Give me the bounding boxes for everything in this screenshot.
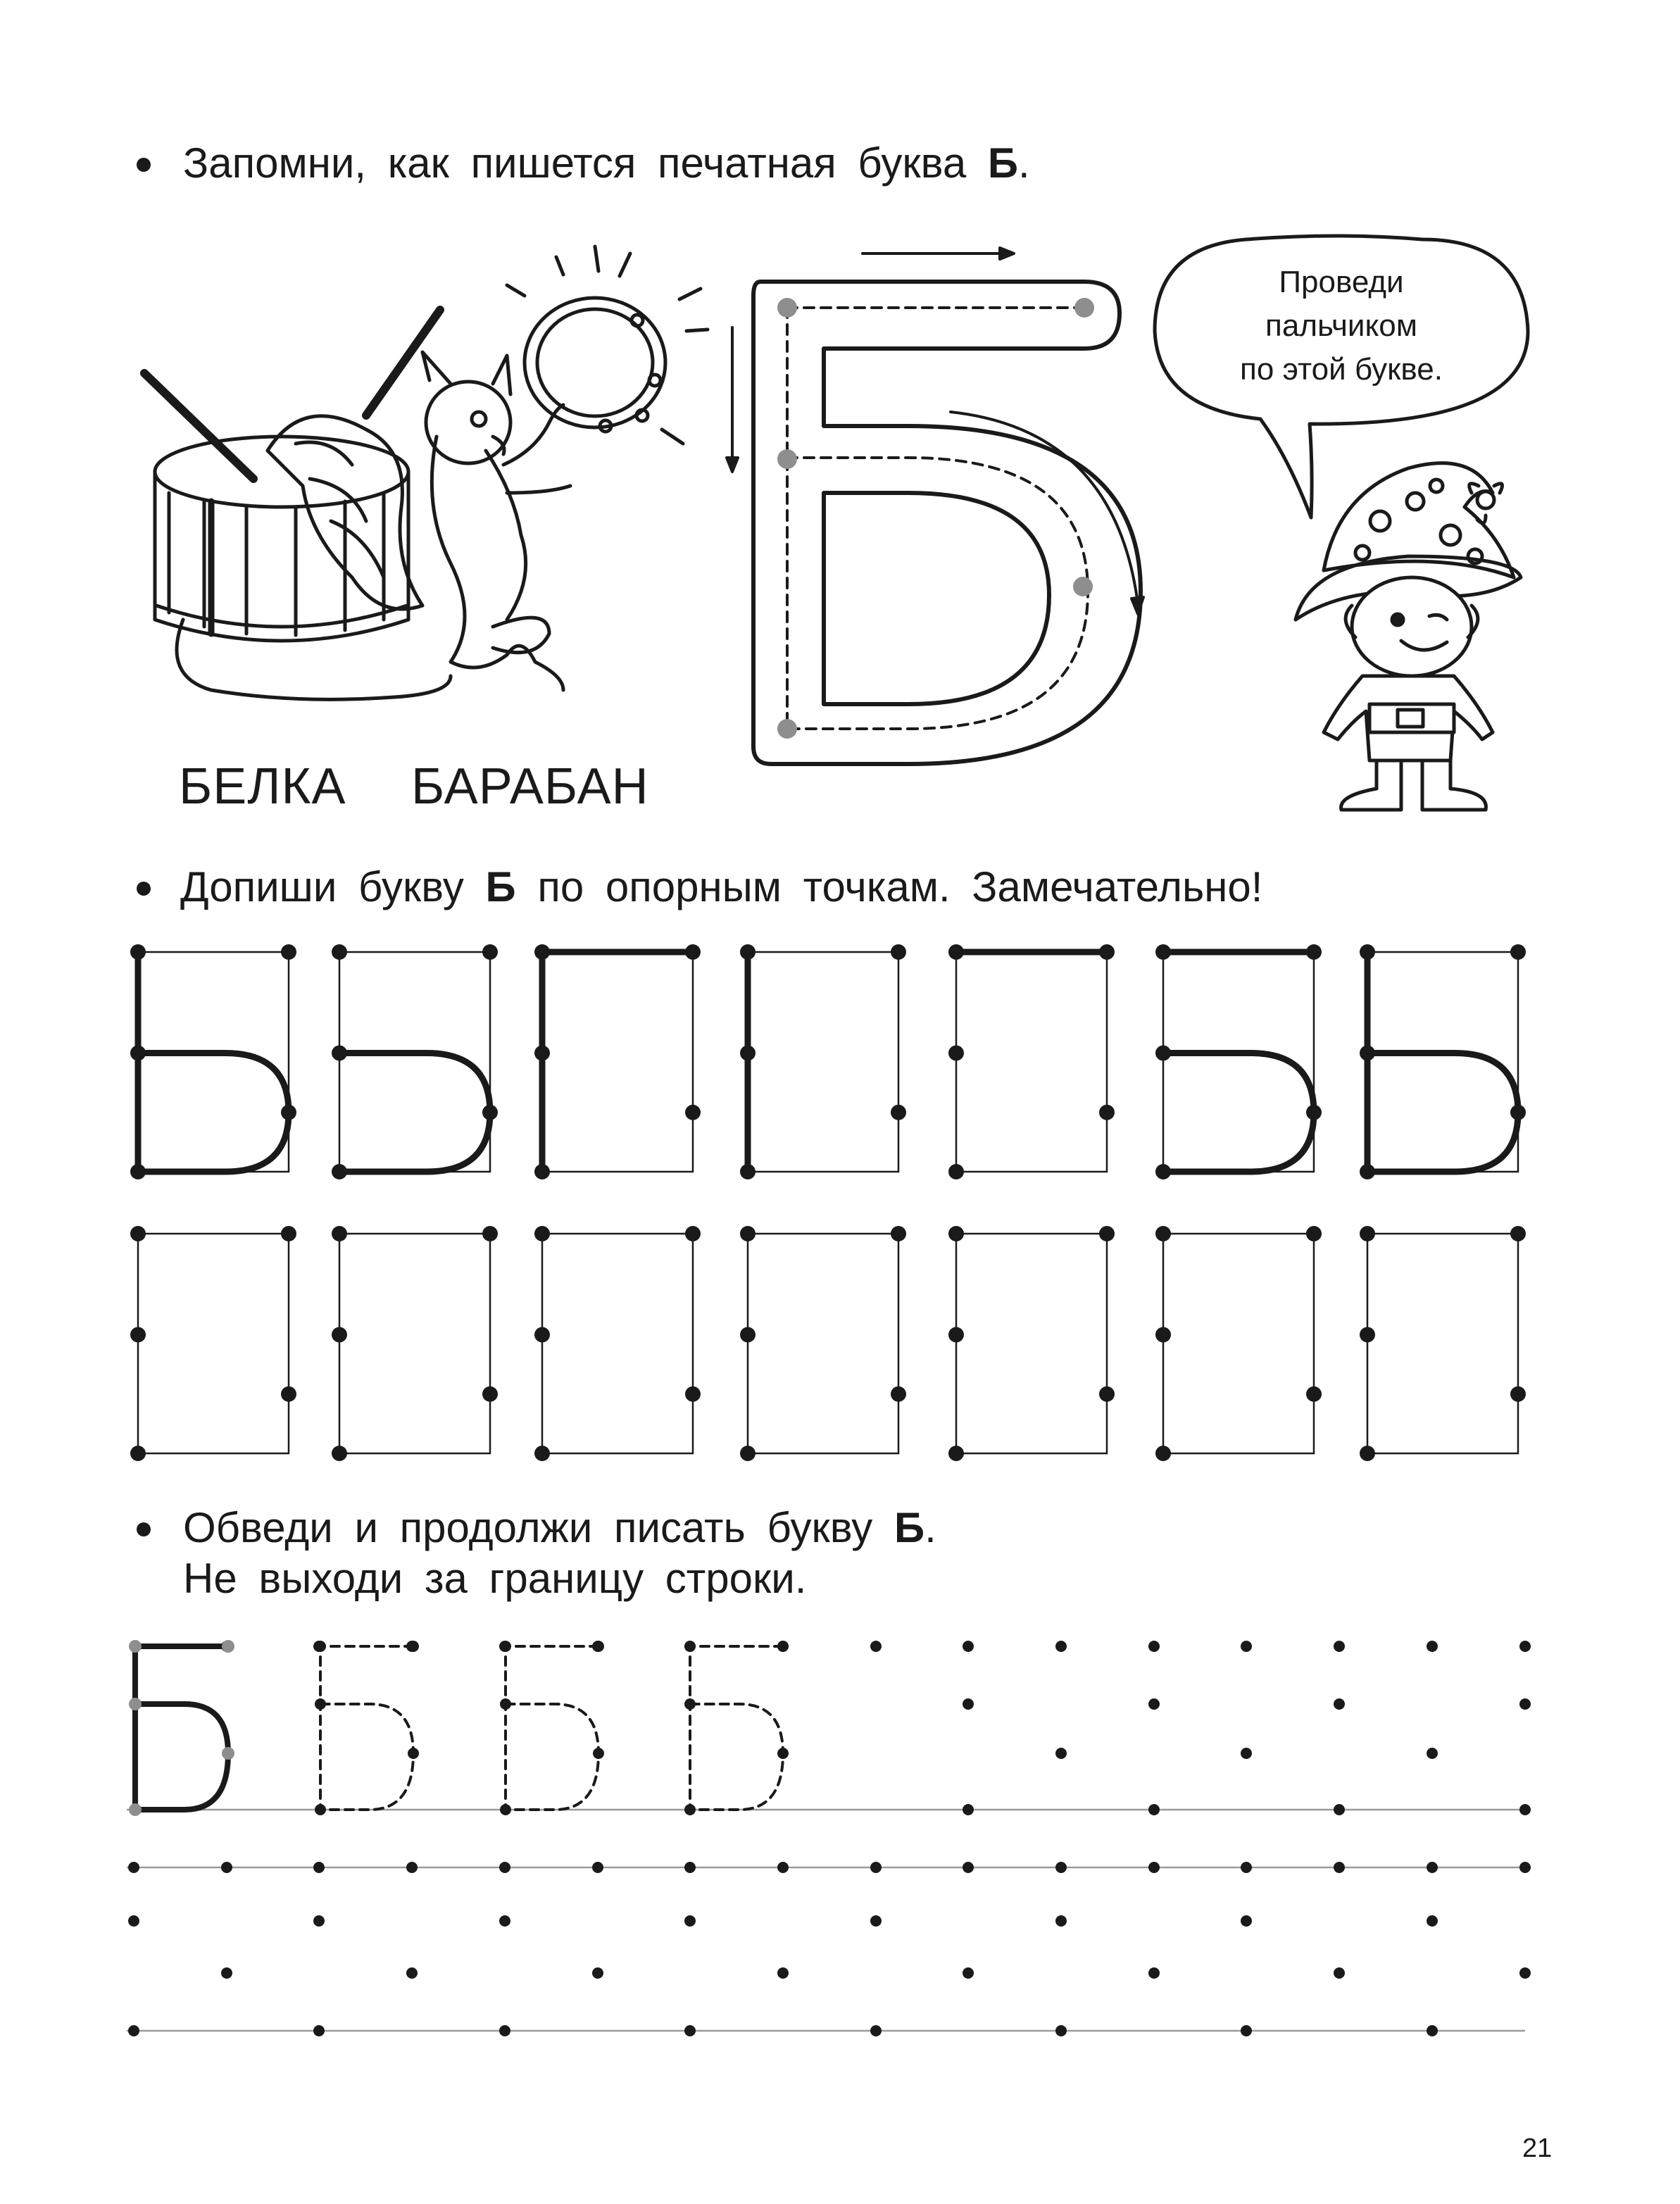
guide-dot <box>315 1698 326 1710</box>
guide-dot <box>499 2025 510 2036</box>
guide-dot <box>1241 1641 1252 1652</box>
guide-dot <box>963 1698 974 1710</box>
guide-dot <box>870 2025 882 2036</box>
guide-dot <box>1427 1915 1438 1927</box>
guide-dot <box>1055 1915 1067 1927</box>
instruction-trace-period: . <box>924 1504 936 1551</box>
guide-dot <box>1148 1804 1160 1815</box>
guide-dot <box>1148 1641 1160 1652</box>
guide-dot <box>313 1862 325 1873</box>
guide-dot <box>408 1641 419 1652</box>
guide-dot <box>315 1641 326 1652</box>
guide-dot <box>1055 1748 1067 1759</box>
tracing-letter-dashed <box>506 1646 598 1810</box>
guide-dot <box>1055 1641 1067 1652</box>
sample-letter-solid <box>135 1646 228 1810</box>
guide-dot <box>221 1862 232 1873</box>
guide-dot <box>1055 2025 1067 2036</box>
guide-dot <box>684 2025 696 2036</box>
guide-dot <box>1519 1698 1531 1710</box>
word-belka: БЕЛКА <box>179 758 346 815</box>
instruction-trace-letter: Б <box>894 1504 925 1551</box>
guide-dot <box>128 2025 139 2036</box>
guide-dot <box>406 1967 418 1979</box>
tracing-letter-dashed <box>690 1646 783 1810</box>
guide-dot <box>963 1967 974 1979</box>
guide-dot <box>1334 1698 1345 1710</box>
word-baraban: БАРАБАН <box>411 758 649 815</box>
guide-dot <box>1334 1804 1345 1815</box>
guide-dot <box>1427 1641 1438 1652</box>
guide-dot <box>408 1748 419 1759</box>
guide-dot <box>684 1915 696 1927</box>
guide-dot <box>963 1804 974 1815</box>
guide-dot <box>1334 1862 1345 1873</box>
guide-dot <box>592 1862 603 1873</box>
guide-dot <box>1241 1862 1252 1873</box>
instruction-memorize-letter: Б <box>987 139 1019 187</box>
guide-dot <box>684 1641 696 1652</box>
guide-dot <box>221 1967 232 1979</box>
guide-dot <box>315 1804 326 1815</box>
guide-dot <box>499 1862 510 1873</box>
page-number: 21 <box>1522 2134 1553 2163</box>
speech-bubble-line-1: Проведи <box>1279 265 1404 299</box>
guide-dot <box>593 1641 604 1652</box>
guide-dot <box>870 1915 882 1927</box>
guide-dot <box>1241 1748 1252 1759</box>
guide-dot <box>128 1862 139 1873</box>
guide-dot <box>1148 1862 1160 1873</box>
guide-dot <box>1519 1804 1531 1815</box>
guide-dot <box>1427 1748 1438 1759</box>
guide-dot <box>963 1862 974 1873</box>
speech-bubble-line-3: по этой букве. <box>1240 352 1443 387</box>
guide-dot <box>1334 1641 1345 1652</box>
guide-dot <box>963 1641 974 1652</box>
guide-dot <box>1427 2025 1438 2036</box>
guide-dot <box>777 1967 789 1979</box>
instruction-complete-prefix: Допиши букву <box>180 863 464 910</box>
guide-dot <box>1055 1862 1067 1873</box>
guide-dot <box>870 1641 882 1652</box>
guide-dot <box>684 1698 696 1710</box>
guide-dot <box>777 1748 789 1759</box>
guide-dot <box>870 1862 882 1873</box>
guide-dot <box>777 1641 789 1652</box>
guide-dot <box>313 1915 325 1927</box>
instruction-memorize-text: Запомни, как пишется печатная буква <box>183 139 967 187</box>
guide-dot <box>128 1915 139 1927</box>
guide-dot <box>1519 1862 1531 1873</box>
guide-dot <box>593 1748 604 1759</box>
guide-dot <box>1148 1967 1160 1979</box>
instruction-trace-line-2: Не выходи за границу строки. <box>183 1555 807 1602</box>
speech-bubble-line-2: пальчиком <box>1265 308 1417 343</box>
guide-dot <box>1427 1862 1438 1873</box>
guide-dot <box>1519 1641 1531 1652</box>
guide-dot <box>499 1915 510 1927</box>
guide-dot-gray <box>129 1640 142 1653</box>
guide-dot <box>500 1641 511 1652</box>
guide-dot-gray <box>222 1747 234 1760</box>
guide-dot-gray <box>222 1640 234 1653</box>
guide-dot-gray <box>129 1698 142 1710</box>
guide-dot <box>592 1967 603 1979</box>
tracing-letter-dashed <box>320 1646 413 1810</box>
guide-dot <box>777 1862 789 1873</box>
instruction-complete-letter: Б <box>485 863 516 910</box>
guide-dot <box>500 1698 511 1710</box>
instruction-memorize-period: . <box>1018 139 1030 187</box>
guide-dot <box>1519 1967 1531 1979</box>
guide-dot <box>684 1804 696 1815</box>
guide-dot <box>500 1804 511 1815</box>
instruction-trace-prefix: Обведи и продолжи писать букву <box>183 1504 873 1551</box>
instruction-complete-suffix: по опорным точкам. Замечательно! <box>537 863 1263 910</box>
guide-dot <box>1334 1967 1345 1979</box>
guide-dot <box>684 1862 696 1873</box>
guide-dot <box>1241 2025 1252 2036</box>
guide-dot <box>406 1862 418 1873</box>
guide-dot-gray <box>129 1803 142 1816</box>
guide-dot <box>1241 1915 1252 1927</box>
guide-dot <box>313 2025 325 2036</box>
guide-dot <box>1148 1698 1160 1710</box>
